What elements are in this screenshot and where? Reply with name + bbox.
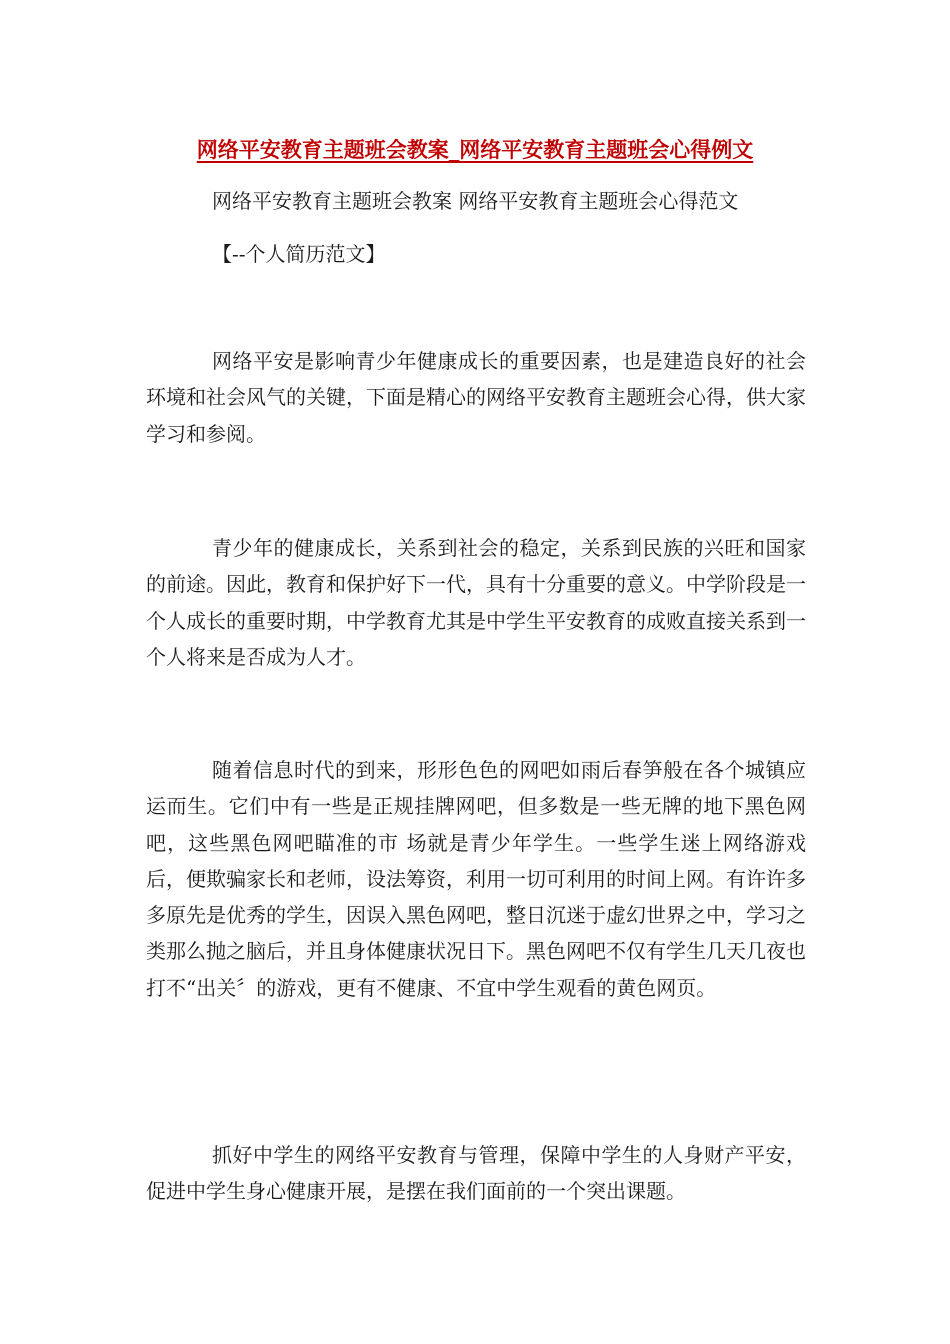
paragraph-intro: 网络平安是影响青少年健康成长的重要因素，也是建造良好的社会环境和社会风气的关键，下面是精心的网络平安教育主题班会心得，供大家学习和参阅。 (146, 349, 806, 446)
document-subtitle: 网络平安教育主题班会教案 网络平安教育主题班会心得范文 (212, 189, 739, 213)
document-category: 【--个人简历范文】 (212, 242, 386, 266)
document-title: 网络平安教育主题班会教案_网络平安教育主题班会心得例文 (196, 138, 754, 162)
paragraph-internet-cafes: 随着信息时代的到来，形形色色的网吧如雨后春笋般在各个城镇应运而生。它们中有一些是正规挂牌网吧，但多数是一些无牌的地下黑色网吧，这些黑色网吧瞄准的市 场就是青少年学生。一些学生迷上网络游戏后，便欺骗家长和老师，设法筹资，利用一切可利用的时间上网。有许许多多原先是优秀的学生，因误入黑色网吧，整日沉迷于虚幻世界之中，学习之类那么抛之脑后，并且身体健康状况日下。黑色网吧不仅有学生几天几夜也打不“出关〞的游戏，更有不健康、不宜中学生观看的黄色网页。 (146, 758, 806, 1000)
paragraph-safety-education: 抓好中学生的网络平安教育与管理，保障中学生的人身财产平安，促进中学生身心健康开展，是摆在我们面前的一个突出课题。 (146, 1143, 806, 1204)
paragraph-youth-growth: 青少年的健康成长，关系到社会的稳定，关系到民族的兴旺和国家的前途。因此，教育和保护好下一代，具有十分重要的意义。中学阶段是一个人成长的重要时期，中学教育尤其是中学生平安教育的成败直接关系到一个人将来是否成为人才。 (146, 536, 806, 669)
